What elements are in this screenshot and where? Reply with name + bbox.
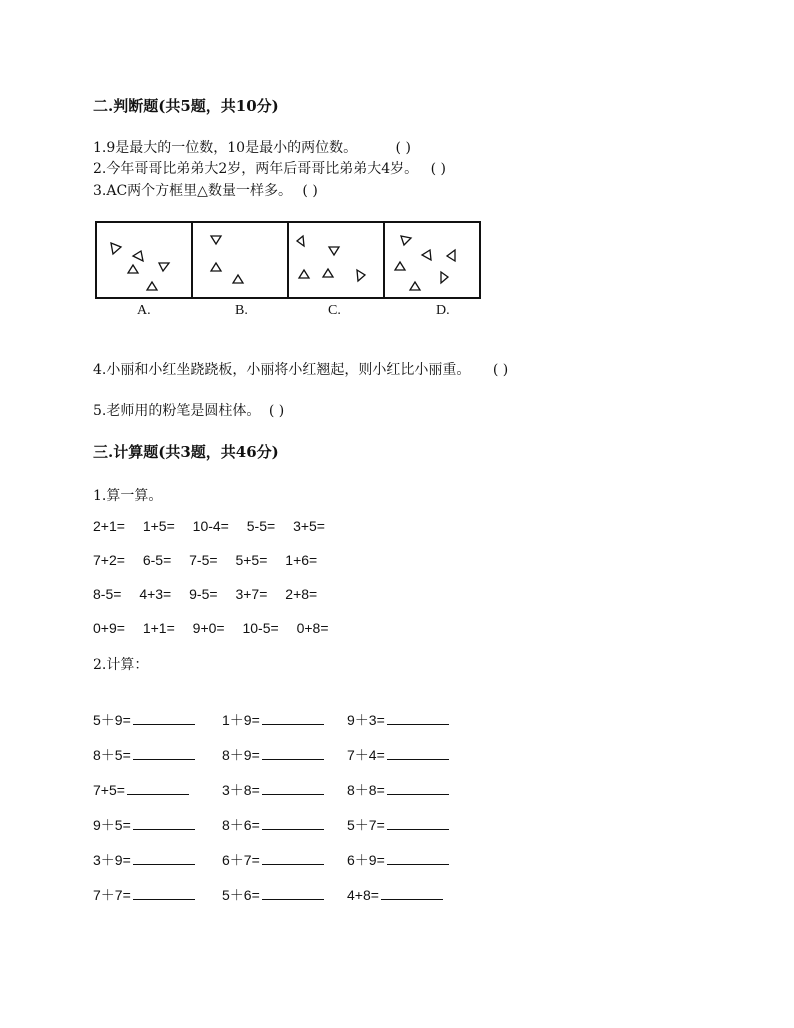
calc-expression: 7+5= (93, 782, 125, 798)
calc-expression: 5＋9= (93, 712, 131, 728)
calc-item (347, 780, 449, 800)
figure-label-d: D. (436, 303, 450, 318)
calc-expression: 6＋7= (222, 852, 260, 868)
question-5-text: 5.老师用的粉笔是圆柱体。 (93, 403, 261, 419)
problem-1-title: 1.算一算。 (93, 488, 163, 504)
calc-row (93, 620, 343, 636)
calc-row (93, 586, 331, 602)
question-1-text: 1.9是最大的一位数，10是最小的两位数。 (93, 140, 358, 156)
calc-expression: 7＋7= (93, 887, 131, 903)
answer-blank[interactable] (133, 745, 195, 760)
answer-blank[interactable] (387, 780, 449, 795)
problem-2-title: 2.计算： (93, 657, 149, 673)
calc-expression: 9＋3= (347, 712, 385, 728)
question-2-text: 2.今年哥哥比弟弟大2岁，两年后哥哥比弟弟大4岁。 (93, 161, 419, 177)
calc-item: 1+6= (285, 552, 318, 568)
answer-blank[interactable] (133, 850, 195, 865)
calc-item: 2+8= (285, 586, 318, 602)
answer-blank[interactable] (262, 815, 324, 830)
triangles-b (193, 223, 289, 301)
answer-paren[interactable]: ( ) (302, 183, 318, 199)
calc-expression: 5＋7= (347, 817, 385, 833)
calc-item: 1+5= (142, 518, 175, 534)
answer-blank[interactable] (262, 885, 324, 900)
answer-blank[interactable] (387, 745, 449, 760)
question-3 (93, 180, 318, 200)
calc-row (93, 552, 331, 568)
question-1 (93, 137, 411, 157)
answer-blank[interactable] (387, 850, 449, 865)
triangles-a (97, 223, 193, 301)
calc-item (222, 815, 324, 835)
box-c (289, 223, 385, 297)
calc-expression: 8＋9= (222, 747, 260, 763)
calc-item: 3+5= (293, 518, 325, 534)
calc-item (347, 815, 449, 835)
answer-blank[interactable] (262, 710, 324, 725)
calc-item: 6-5= (142, 552, 172, 568)
answer-blank[interactable] (133, 885, 195, 900)
section-3-title: 三.计算题(共3题，共46分) (93, 443, 279, 461)
calc-expression: 4+8= (347, 887, 379, 903)
calc-item: 7+2= (93, 552, 125, 568)
figure-label-a: A. (137, 303, 151, 318)
box-d (385, 223, 481, 297)
calc-item (222, 850, 324, 870)
calc-item (347, 710, 449, 730)
calc-item (222, 745, 324, 765)
calc-item (93, 780, 189, 798)
calc-item (93, 885, 195, 905)
calc-item (93, 745, 195, 765)
answer-blank[interactable] (387, 710, 449, 725)
figure-label-b: B. (235, 303, 248, 318)
answer-blank[interactable] (262, 780, 324, 795)
calc-expression: 6＋9= (347, 852, 385, 868)
question-2 (93, 158, 446, 178)
calc-expression: 8＋6= (222, 817, 260, 833)
calc-item: 10-5= (242, 620, 279, 636)
answer-blank[interactable] (262, 850, 324, 865)
calc-expression: 3＋8= (222, 782, 260, 798)
answer-paren[interactable]: ( ) (268, 403, 285, 419)
calc-expression: 8＋8= (347, 782, 385, 798)
calc-item: 4+3= (139, 586, 172, 602)
calc-expression: 8＋5= (93, 747, 131, 763)
calc-item (222, 710, 324, 730)
calc-item: 9-5= (189, 586, 218, 602)
calc-item: 5+5= (235, 552, 268, 568)
calc-item: 3+7= (235, 586, 268, 602)
answer-paren[interactable]: ( ) (430, 161, 446, 177)
calc-item (347, 885, 443, 903)
calc-item: 7-5= (189, 552, 218, 568)
calc-expression: 5＋6= (222, 887, 260, 903)
calc-item (347, 850, 449, 870)
calc-item: 5-5= (246, 518, 276, 534)
question-4-text: 4.小丽和小红坐跷跷板，小丽将小红翘起，则小红比小丽重。 (93, 362, 471, 378)
calc-item (93, 710, 195, 730)
calc-item (222, 885, 324, 905)
section-2-title: 二.判断题(共5题，共10分) (93, 97, 279, 115)
triangle-boxes-figure (95, 221, 481, 299)
calc-row (93, 518, 339, 534)
calc-item: 0+9= (93, 620, 125, 636)
question-3-text: 3.AC两个方框里△数量一样多。 (93, 183, 292, 199)
calc-item: 9+0= (192, 620, 225, 636)
answer-blank[interactable] (127, 780, 189, 795)
answer-blank[interactable] (387, 815, 449, 830)
calc-item (93, 815, 195, 835)
calc-item: 8-5= (93, 586, 122, 602)
calc-item: 2+1= (93, 518, 125, 534)
triangles-d (385, 223, 481, 301)
question-4 (93, 359, 508, 379)
answer-blank[interactable] (133, 710, 195, 725)
calc-item: 0+8= (296, 620, 329, 636)
calc-expression: 3＋9= (93, 852, 131, 868)
question-5 (93, 400, 284, 420)
triangles-c (289, 223, 385, 301)
answer-paren[interactable]: ( ) (492, 362, 509, 378)
calc-item: 1+1= (142, 620, 175, 636)
answer-blank[interactable] (381, 885, 443, 900)
calc-item (347, 745, 449, 765)
calc-expression: 1＋9= (222, 712, 260, 728)
answer-paren[interactable]: ( ) (395, 140, 411, 156)
calc-expression: 7＋4= (347, 747, 385, 763)
box-b (193, 223, 289, 297)
box-a (97, 223, 193, 297)
figure-label-c: C. (328, 303, 341, 318)
calc-item: 10-4= (192, 518, 229, 534)
answer-blank[interactable] (133, 815, 195, 830)
answer-blank[interactable] (262, 745, 324, 760)
calc-item (93, 850, 195, 870)
calc-expression: 9＋5= (93, 817, 131, 833)
calc-item (222, 780, 324, 800)
